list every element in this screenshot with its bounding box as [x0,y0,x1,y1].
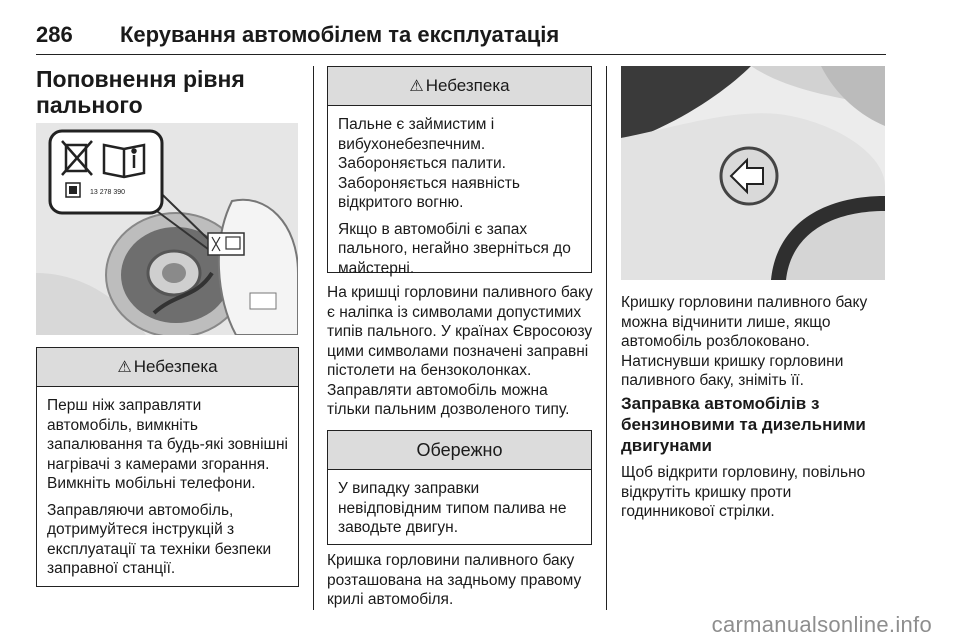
body-paragraph: Кришку горловини паливного баку можна відчинити лише, якщо автомобіль розблоковано. Натиснувши кришку горловини паливного баку, зніміть її. [621,294,868,389]
danger-box-header [37,348,298,387]
body-paragraph: На кришці горловини паливного баку є наліпка із символами допустимих типів пального. У країнах Євросоюзу цими символами позначені заправні пістолети на бензоколонках. Заправляти автомобіль можна тільки пальним дозволеного типу. [327,284,593,418]
caution-paragraph: У випадку заправки невідповідним типом палива не заводьте двигун. [338,480,567,536]
warning-triangle-icon: ⚠ [409,78,424,95]
danger-paragraph: Перш ніж заправляти автомобіль, вимкніть запалювання та будь-які зовнішні нагрівачі з камерами згорання. Вимкніть мобільні телефони. [47,397,288,492]
caution-box-body [328,470,591,551]
danger-box-body [328,106,591,291]
danger-box-title: Небезпека [133,357,218,376]
column-divider [313,66,314,610]
caution-box-title: Обережно [328,431,591,470]
body-paragraph: Кришка горловини паливного баку розташована на задньому правому крилі автомобіля. [327,552,582,608]
page-header [36,20,886,55]
danger-box-title: Небезпека [425,76,510,95]
caution-box [327,430,592,545]
figure-code: 13 278 390 [90,189,126,196]
danger-paragraph: Заправляючи автомобіль, дотримуйтеся інструкцій з експлуатації та техніки безпеки заправної станції. [47,501,272,577]
warning-triangle-icon: ⚠ [117,359,132,376]
watermark: carmanualsonline.info [711,612,932,637]
danger-box-body [37,387,298,592]
body-paragraph: Щоб відкрити горловину, повільно відкрутіть кришку проти годинникової стрілки. [621,464,866,520]
danger-paragraph: Пальне є займистим і вибухонебезпечним. Забороняється палити. Забороняється наявність відкритого вогню. [338,116,520,211]
danger-box [327,66,592,277]
section-title: Поповнення рівня пального [36,66,245,118]
fuel-door-figure [36,123,298,335]
page-number: 286 [36,22,73,47]
header-title: Керування автомобілем та експлуатація [120,22,560,47]
danger-box [36,347,299,587]
danger-paragraph: Якщо в автомобілі є запах пального, негайно зверніться до майстерні. [338,220,571,277]
column-divider [606,66,607,610]
car-fuel-door-figure [621,66,885,280]
danger-box-header [328,67,591,106]
subheading: Заправка автомобілів з бензиновими та дизельними двигунами [621,394,866,455]
